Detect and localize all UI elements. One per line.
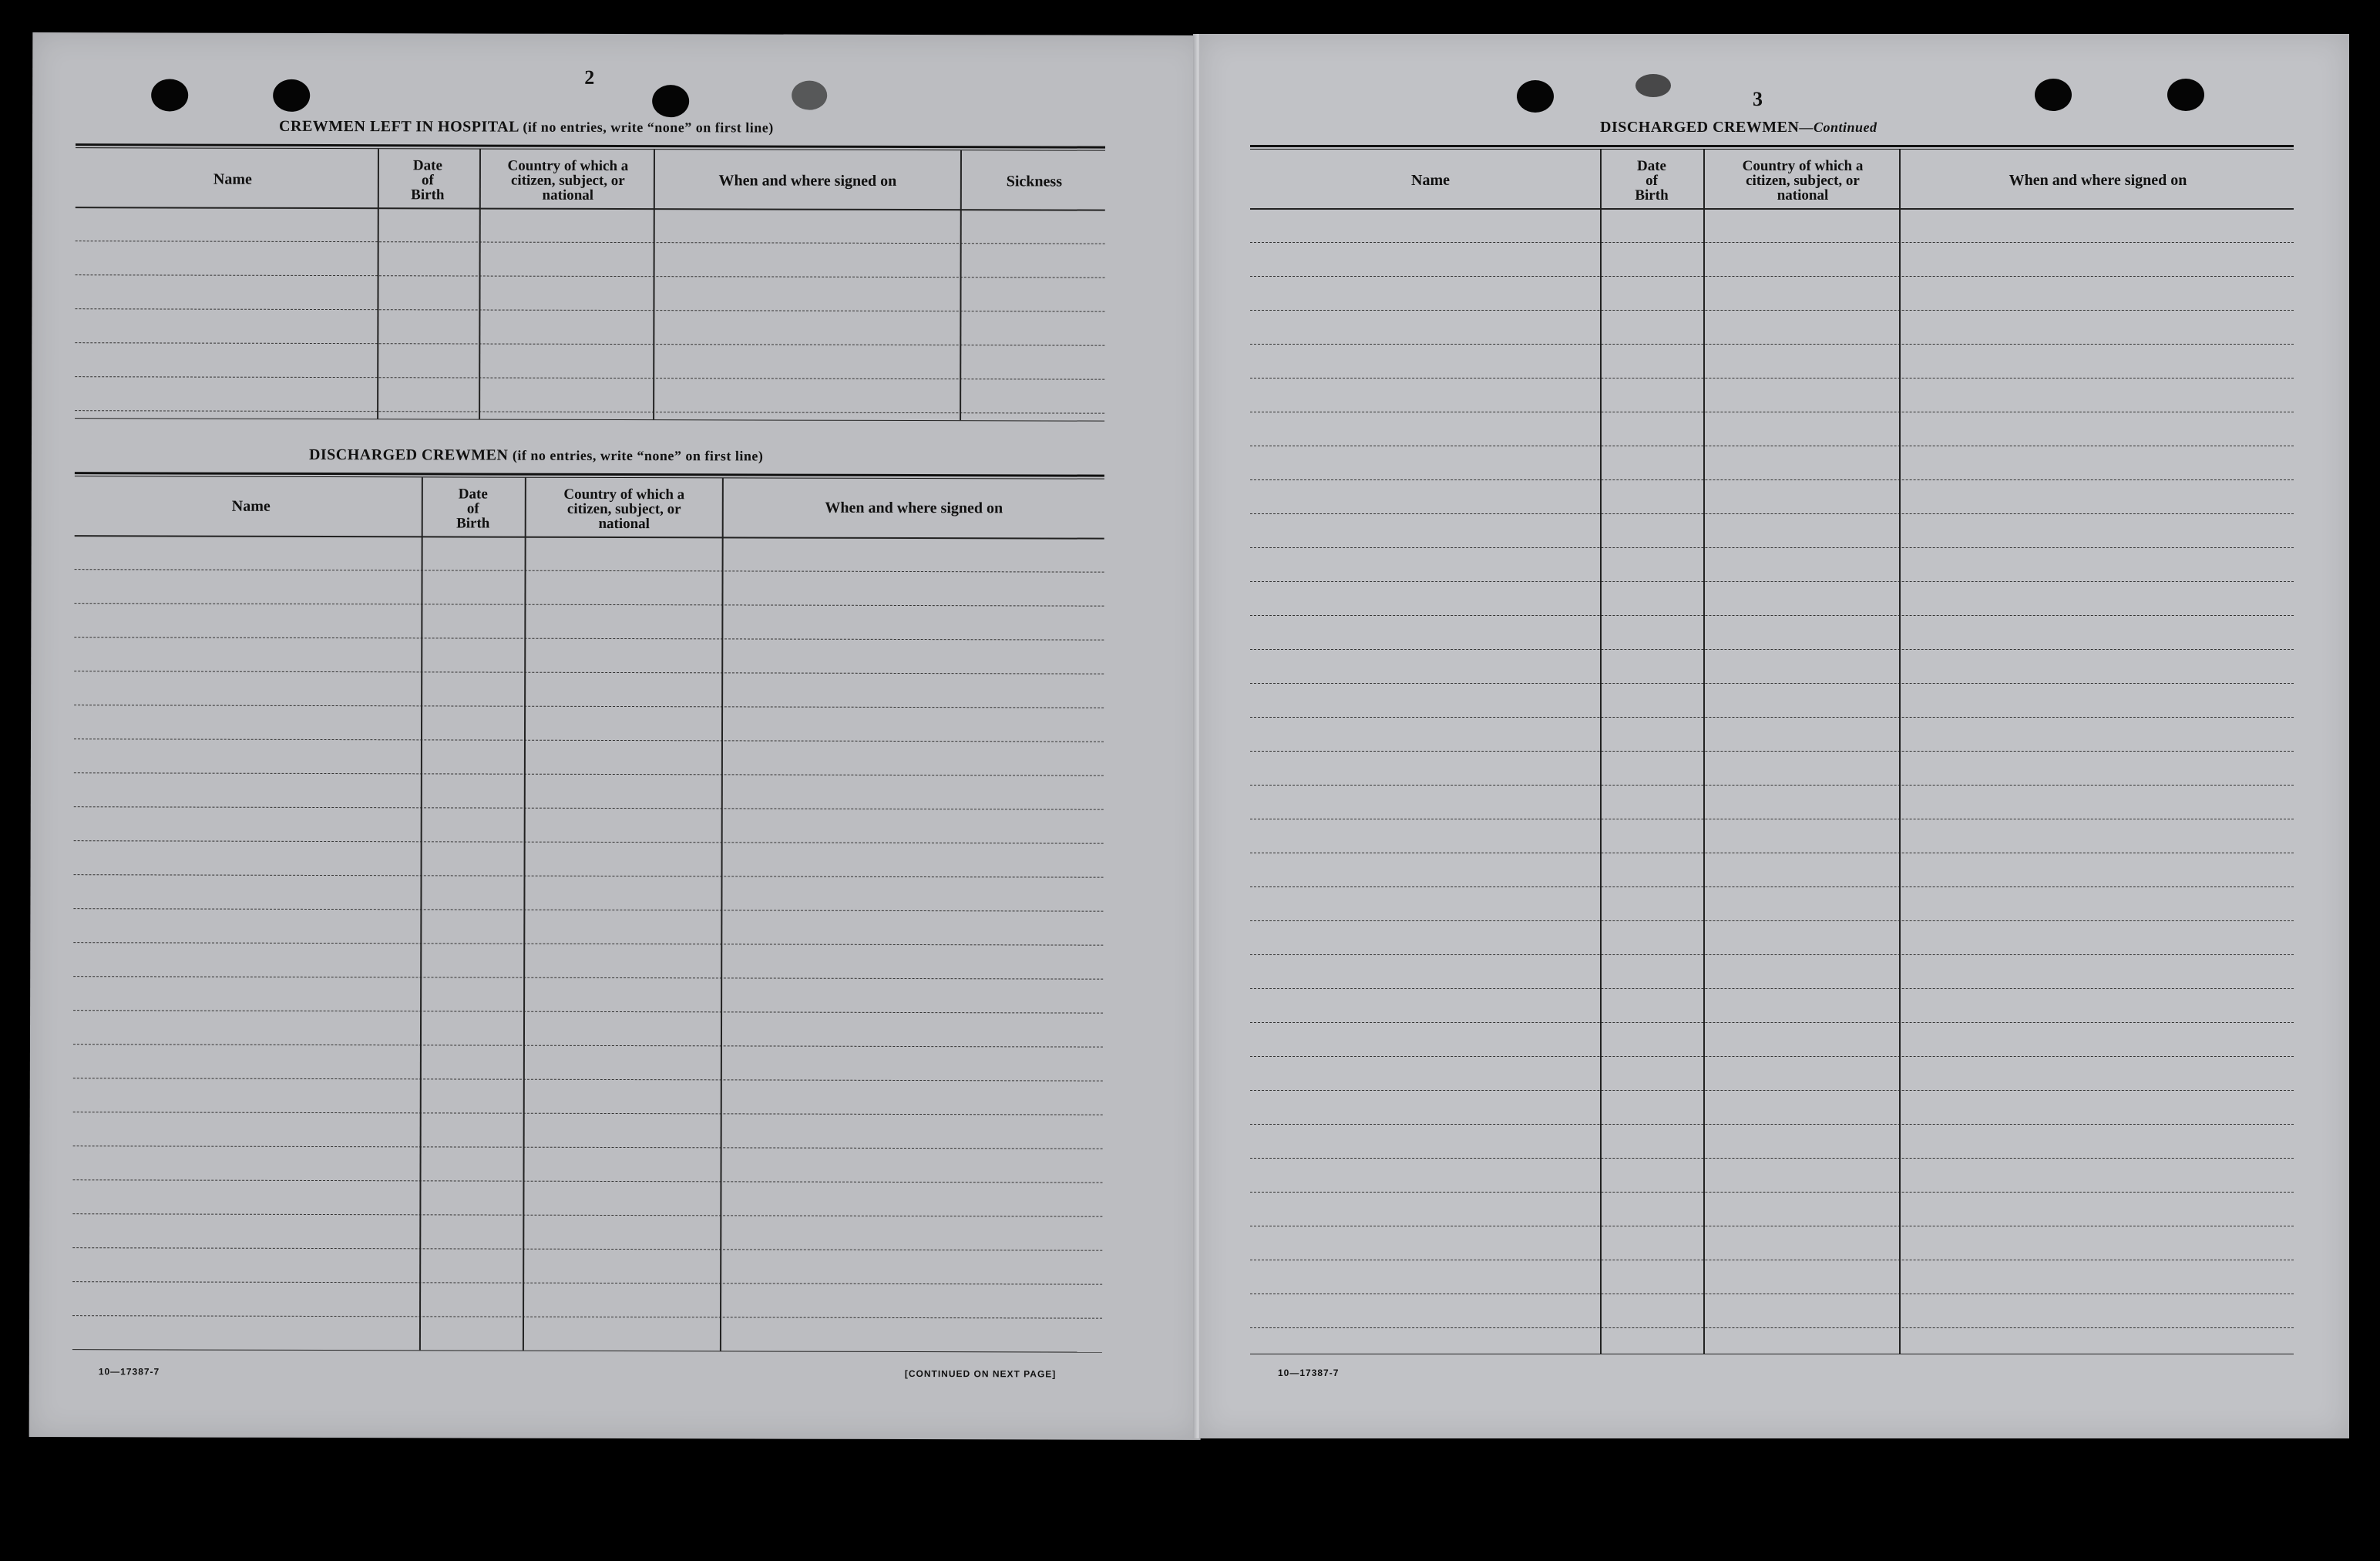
punch-hole	[151, 79, 188, 111]
continued-note: [CONTINUED ON NEXT PAGE]	[904, 1368, 1057, 1380]
entry-line	[74, 671, 1104, 674]
col-divider	[1600, 150, 1602, 1354]
hospital-section-title: CREWMEN LEFT IN HOSPITAL (if no entries, write “none” on first line)	[279, 117, 774, 136]
entry-line	[1250, 1124, 2294, 1125]
entry-line	[1250, 344, 2294, 345]
entry-line	[75, 376, 1104, 379]
hospital-col-sickness: Sickness	[1006, 173, 1063, 190]
entry-line	[74, 705, 1104, 708]
entry-line	[1250, 310, 2294, 311]
entry-line	[74, 840, 1104, 843]
stain	[792, 81, 827, 110]
punch-hole	[2035, 79, 2072, 111]
entry-line	[1250, 785, 2294, 786]
header-rule	[76, 207, 1105, 210]
entry-line	[1250, 1090, 2294, 1091]
entry-line	[1250, 988, 2294, 989]
entry-line	[1250, 1192, 2294, 1193]
entry-line	[1250, 276, 2294, 277]
punch-hole	[652, 85, 689, 117]
hospital-col-name: Name	[213, 170, 252, 188]
continued-col-country: Country of which a citizen, subject, or national	[1742, 158, 1864, 204]
punch-hole	[2167, 79, 2204, 111]
discharged-col-country: Country of which a citizen, subject, or national	[563, 486, 685, 533]
continued-col-name: Name	[1411, 172, 1450, 189]
discharged-col-dob: Date of Birth	[456, 486, 490, 532]
entry-line	[73, 1146, 1103, 1149]
entry-line	[1250, 954, 2294, 955]
entry-line	[1250, 547, 2294, 548]
entry-line	[75, 342, 1104, 345]
entry-line	[74, 874, 1104, 877]
entry-line	[72, 1213, 1102, 1216]
entry-line	[74, 772, 1104, 775]
form-number: 10—17387-7	[1278, 1368, 1340, 1378]
entry-line	[73, 1078, 1103, 1081]
section-end-rule	[75, 418, 1104, 421]
entry-line	[74, 738, 1104, 742]
section-rule	[1250, 145, 2294, 150]
section-end-rule	[72, 1349, 1102, 1352]
entry-line	[1250, 1327, 2294, 1328]
left-form-page	[29, 32, 1205, 1440]
col-divider	[1703, 150, 1705, 1354]
col-divider	[1899, 150, 1901, 1354]
entry-line	[1250, 717, 2294, 718]
hospital-col-country: Country of which a citizen, subject, or national	[507, 157, 629, 204]
hospital-col-signed-on: When and where signed on	[718, 172, 897, 190]
entry-line	[72, 1315, 1102, 1318]
col-divider	[720, 478, 724, 1351]
entry-line	[75, 308, 1104, 311]
entry-line	[1250, 649, 2294, 650]
entry-line	[76, 274, 1105, 278]
entry-line	[72, 1247, 1102, 1250]
entry-line	[1250, 683, 2294, 684]
col-divider	[377, 149, 379, 419]
entry-line	[73, 1112, 1103, 1115]
col-divider	[523, 478, 526, 1351]
entry-line	[1250, 581, 2294, 582]
entry-line	[1250, 1022, 2294, 1023]
continued-col-signed-on: When and where signed on	[2009, 172, 2187, 189]
punch-hole	[1517, 80, 1554, 113]
entry-line	[72, 1179, 1102, 1183]
page-number: 3	[1753, 88, 1763, 110]
entry-line	[73, 1010, 1103, 1013]
section-rule	[75, 472, 1104, 479]
entry-line	[73, 908, 1103, 911]
discharged-col-signed-on: When and where signed on	[825, 499, 1003, 517]
entry-line	[1250, 242, 2294, 243]
entry-line	[1250, 513, 2294, 514]
entry-line	[75, 410, 1104, 413]
hospital-col-dob: Date of Birth	[411, 157, 445, 204]
entry-line	[74, 806, 1104, 809]
entry-line	[1250, 1056, 2294, 1057]
right-form-page	[1199, 34, 2349, 1438]
entry-line	[1250, 1158, 2294, 1159]
col-divider	[960, 150, 962, 420]
entry-line	[76, 241, 1105, 244]
entry-line	[1250, 920, 2294, 921]
entry-line	[72, 1281, 1102, 1284]
punch-hole	[273, 79, 310, 112]
continued-col-dob: Date of Birth	[1635, 158, 1669, 204]
entry-line	[74, 637, 1104, 640]
header-rule	[75, 535, 1104, 539]
col-divider	[419, 477, 423, 1350]
discharged-col-name: Name	[231, 497, 271, 515]
page-number: 2	[584, 66, 595, 89]
entry-line	[1250, 615, 2294, 616]
entry-line	[73, 976, 1103, 979]
discharged-section-title: DISCHARGED CREWMEN (if no entries, write “none” on first line)	[308, 446, 764, 464]
entry-line	[75, 569, 1104, 572]
section-rule	[76, 143, 1105, 150]
entry-line	[1250, 751, 2294, 752]
entry-line	[1250, 479, 2294, 480]
col-divider	[653, 150, 655, 419]
entry-line	[73, 942, 1103, 945]
discharged-continued-title: DISCHARGED CREWMEN—Continued	[1600, 119, 1877, 136]
entry-line	[74, 603, 1104, 606]
stain	[1635, 74, 1671, 97]
entry-line	[73, 1044, 1103, 1047]
discharged-entry-lines	[32, 32, 1204, 35]
form-number: 10—17387-7	[98, 1366, 160, 1378]
col-divider	[479, 150, 481, 419]
header-rule	[1250, 208, 2294, 210]
entry-line	[1250, 886, 2294, 887]
